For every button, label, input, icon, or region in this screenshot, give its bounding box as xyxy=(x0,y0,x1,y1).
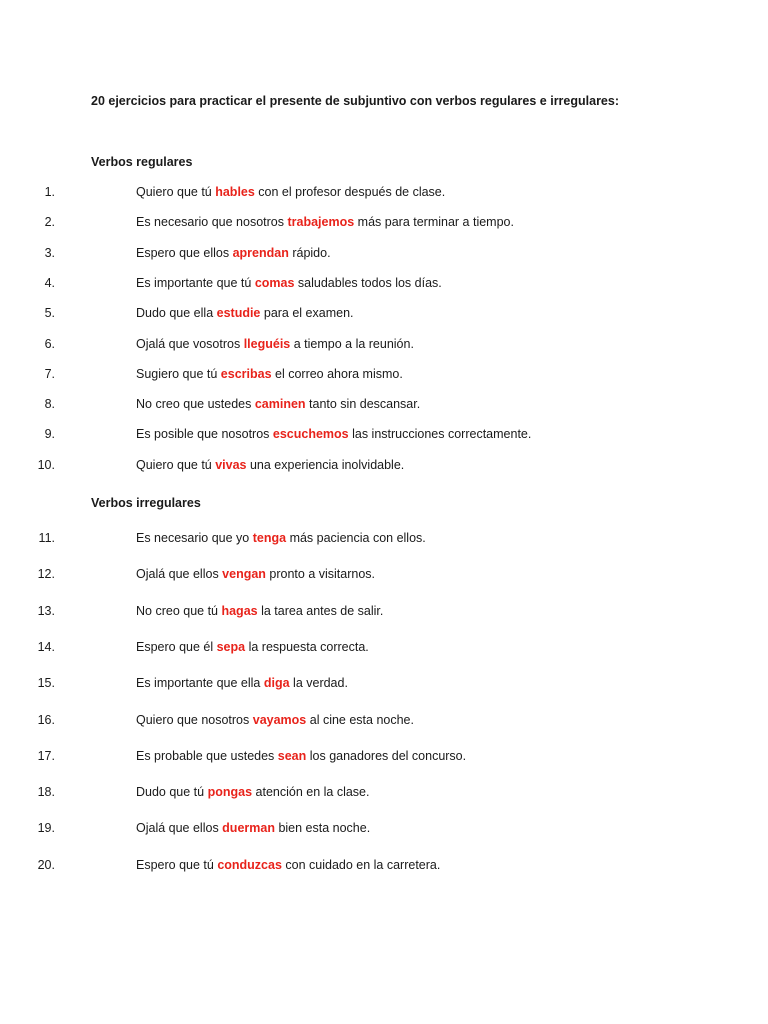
exercise-sentence xyxy=(136,246,331,260)
exercise-number: 5. xyxy=(44,306,55,320)
exercise-item xyxy=(0,749,700,767)
sentence-end: pronto a visitarnos. xyxy=(265,567,376,581)
sentence-start: Es posible que nosotros xyxy=(136,427,273,441)
sentence-end: los ganadores del concurso. xyxy=(306,749,467,763)
subjunctive-verb: sepa xyxy=(216,640,246,654)
exercise-sentence xyxy=(136,367,403,381)
exercise-item xyxy=(0,458,700,476)
exercise-item xyxy=(0,276,700,294)
sentence-start: Quiero que tú xyxy=(136,185,216,199)
exercise-item xyxy=(0,604,700,622)
subjunctive-verb: comas xyxy=(254,276,295,290)
exercise-number: 14. xyxy=(37,640,55,654)
subjunctive-verb: hables xyxy=(215,185,255,199)
exercise-sentence xyxy=(136,531,426,545)
subjunctive-verb: conduzcas xyxy=(217,858,282,872)
exercise-sentence xyxy=(136,640,369,654)
exercise-sentence xyxy=(136,185,445,199)
exercise-number: 3. xyxy=(44,246,55,260)
sentence-start: Dudo que ella xyxy=(136,306,217,320)
sentence-start: Sugiero que tú xyxy=(136,367,221,381)
exercise-item xyxy=(0,215,700,233)
subjunctive-verb: duerman xyxy=(222,821,275,835)
exercise-item xyxy=(0,567,700,585)
exercise-sentence xyxy=(136,567,375,581)
exercise-item xyxy=(0,306,700,324)
exercise-item xyxy=(0,427,700,445)
sentence-end: la tarea antes de salir. xyxy=(257,604,384,618)
sentence-end: para el examen. xyxy=(260,306,354,320)
exercise-number: 1. xyxy=(44,185,55,199)
exercise-item xyxy=(0,640,700,658)
sentence-end: la verdad. xyxy=(289,676,348,690)
exercise-sentence xyxy=(136,215,514,229)
exercise-sentence xyxy=(136,276,442,290)
exercise-item xyxy=(0,337,700,355)
subjunctive-verb: estudie xyxy=(216,306,261,320)
sentence-end: la respuesta correcta. xyxy=(245,640,369,654)
exercise-item xyxy=(0,713,700,731)
sentence-end: saludables todos los días. xyxy=(294,276,442,290)
section-heading-regulares: Verbos regulares xyxy=(91,155,193,169)
sentence-end: a tiempo a la reunión. xyxy=(290,337,414,351)
exercise-sentence xyxy=(136,821,370,835)
subjunctive-verb: escribas xyxy=(220,367,272,381)
sentence-end: con cuidado en la carretera. xyxy=(281,858,441,872)
subjunctive-verb: aprendan xyxy=(232,246,289,260)
exercise-item xyxy=(0,246,700,264)
exercise-number: 18. xyxy=(37,785,55,799)
sentence-start: Ojalá que ellos xyxy=(136,567,223,581)
exercise-item xyxy=(0,858,700,876)
exercise-item xyxy=(0,785,700,803)
exercise-sentence xyxy=(136,713,414,727)
sentence-start: Quiero que tú xyxy=(136,458,216,472)
exercise-sentence xyxy=(136,337,414,351)
exercise-number: 16. xyxy=(37,713,55,727)
sentence-end: una experiencia inolvidable. xyxy=(246,458,405,472)
exercise-number: 17. xyxy=(37,749,55,763)
exercise-number: 13. xyxy=(37,604,55,618)
exercise-item xyxy=(0,185,700,203)
exercise-item xyxy=(0,531,700,549)
exercise-sentence xyxy=(136,858,440,872)
subjunctive-verb: caminen xyxy=(254,397,306,411)
exercise-sentence xyxy=(136,676,348,690)
sentence-start: Espero que tú xyxy=(136,858,218,872)
subjunctive-verb: sean xyxy=(277,749,307,763)
exercise-number: 20. xyxy=(37,858,55,872)
sentence-start: Dudo que tú xyxy=(136,785,208,799)
exercise-number: 2. xyxy=(44,215,55,229)
subjunctive-verb: hagas xyxy=(221,604,258,618)
sentence-end: con el profesor después de clase. xyxy=(254,185,446,199)
subjunctive-verb: tenga xyxy=(252,531,287,545)
sentence-start: Es necesario que nosotros xyxy=(136,215,288,229)
sentence-start: No creo que ustedes xyxy=(136,397,255,411)
sentence-end: rápido. xyxy=(288,246,331,260)
sentence-start: Quiero que nosotros xyxy=(136,713,253,727)
exercise-item xyxy=(0,676,700,694)
sentence-end: al cine esta noche. xyxy=(306,713,414,727)
sentence-start: Es probable que ustedes xyxy=(136,749,278,763)
subjunctive-verb: escuchemos xyxy=(272,427,349,441)
exercise-sentence xyxy=(136,306,354,320)
exercise-item xyxy=(0,821,700,839)
subjunctive-verb: pongas xyxy=(207,785,253,799)
sentence-start: Es necesario que yo xyxy=(136,531,253,545)
sentence-start: Es importante que tú xyxy=(136,276,255,290)
exercise-sentence xyxy=(136,749,466,763)
exercise-item xyxy=(0,367,700,385)
sentence-end: más paciencia con ellos. xyxy=(286,531,426,545)
subjunctive-verb: vivas xyxy=(215,458,247,472)
sentence-start: Ojalá que ellos xyxy=(136,821,223,835)
exercise-sentence xyxy=(136,604,383,618)
sentence-end: más para terminar a tiempo. xyxy=(354,215,514,229)
document-title: 20 ejercicios para practicar el presente de subjuntivo con verbos regulares e irregulares: xyxy=(91,94,620,108)
exercise-number: 9. xyxy=(44,427,55,441)
exercise-sentence xyxy=(136,397,420,411)
sentence-end: tanto sin descansar. xyxy=(305,397,421,411)
exercise-number: 15. xyxy=(37,676,55,690)
sentence-end: atención en la clase. xyxy=(252,785,370,799)
exercise-sentence xyxy=(136,427,531,441)
sentence-end: bien esta noche. xyxy=(274,821,371,835)
exercise-number: 10. xyxy=(37,458,55,472)
exercise-sentence xyxy=(136,785,370,799)
exercise-number: 8. xyxy=(44,397,55,411)
exercise-number: 12. xyxy=(37,567,55,581)
sentence-start: Espero que ellos xyxy=(136,246,233,260)
exercise-number: 6. xyxy=(44,337,55,351)
sentence-start: Ojalá que vosotros xyxy=(136,337,244,351)
sentence-start: Es importante que ella xyxy=(136,676,264,690)
exercise-number: 19. xyxy=(37,821,55,835)
subjunctive-verb: vayamos xyxy=(252,713,307,727)
exercise-item xyxy=(0,397,700,415)
subjunctive-verb: diga xyxy=(263,676,290,690)
sentence-start: No creo que tú xyxy=(136,604,222,618)
section-heading-irregulares: Verbos irregulares xyxy=(91,496,201,510)
exercise-number: 11. xyxy=(38,531,55,545)
subjunctive-verb: vengan xyxy=(222,567,266,581)
exercise-number: 4. xyxy=(44,276,55,290)
subjunctive-verb: lleguéis xyxy=(243,337,291,351)
sentence-start: Espero que él xyxy=(136,640,217,654)
sentence-end: el correo ahora mismo. xyxy=(271,367,403,381)
exercise-sentence xyxy=(136,458,404,472)
sentence-end: las instrucciones correctamente. xyxy=(348,427,532,441)
subjunctive-verb: trabajemos xyxy=(287,215,355,229)
exercise-number: 7. xyxy=(44,367,55,381)
